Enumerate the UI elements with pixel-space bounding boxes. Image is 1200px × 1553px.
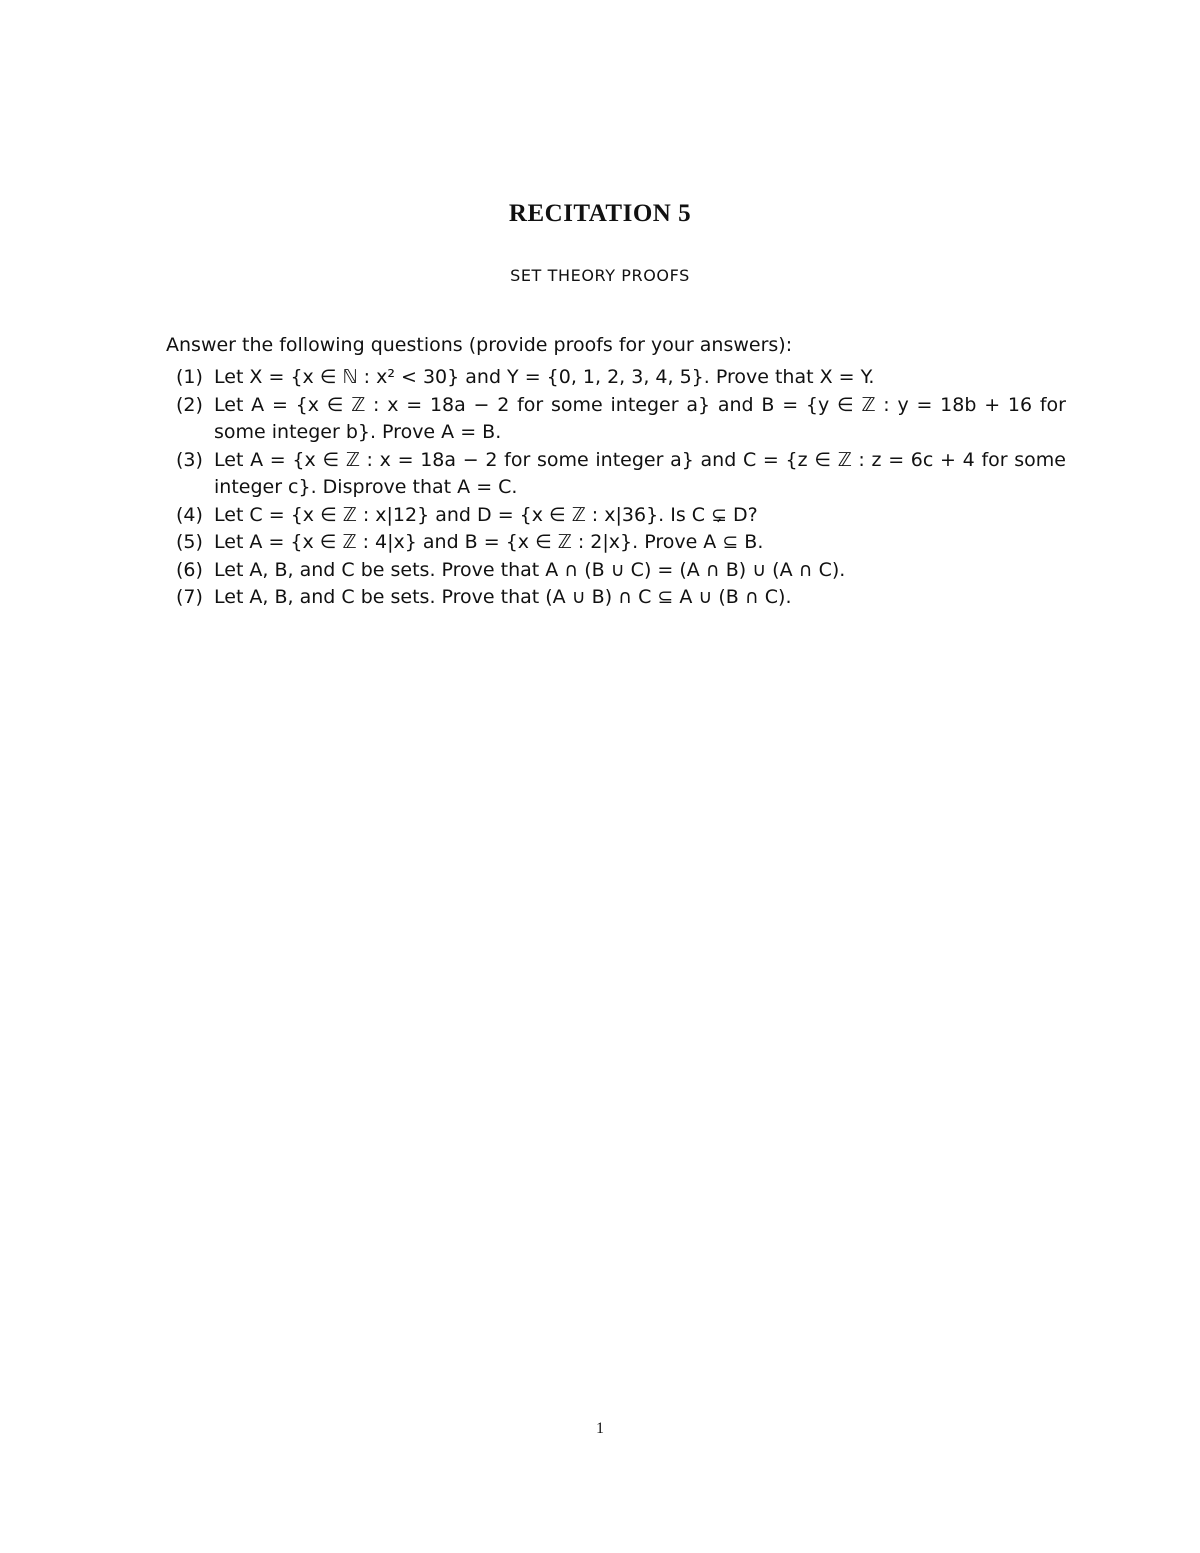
page-number: 1 [596,1420,604,1437]
problem-item [176,392,1066,447]
problem-item [176,447,1066,502]
problem-text: Let X = {x ∈ ℕ : x² < 30} and Y = {0, 1, 2, 3, 4, 5}. Prove that X = Y. [214,366,875,388]
problem-number: (2) [176,393,203,416]
problem-text: Let A = {x ∈ ℤ : 4|x} and B = {x ∈ ℤ : 2|x}. Prove A ⊆ B. [214,531,764,553]
instructions-text: Answer the following questions (provide proofs for your answers): [166,334,793,356]
document-title: RECITATION 5 [508,200,692,227]
problem-text: Let A = {x ∈ ℤ : x = 18a − 2 for some integer a} and B = {y ∈ ℤ : y = 18b + 16 for some integer b}. Prove A = B. [214,393,1066,443]
problem-item [176,557,1066,585]
problem-text: Let A, B, and C be sets. Prove that A ∩ (B ∪ C) = (A ∩ B) ∪ (A ∩ C). [214,558,846,581]
problem-item [176,364,1066,392]
document-subtitle: SET THEORY PROOFS [510,266,690,285]
problem-number: (1) [176,366,203,388]
problem-number: (7) [176,586,203,608]
problem-text: Let A = {x ∈ ℤ : x = 18a − 2 for some integer a} and C = {z ∈ ℤ : z = 6c + 4 for some integer c}. Disprove that A = C. [214,448,1066,498]
problem-item [176,584,1066,612]
problem-text: Let A, B, and C be sets. Prove that (A ∪ B) ∩ C ⊆ A ∪ (B ∩ C). [214,586,792,608]
problem-number: (3) [176,448,203,471]
problem-list [176,364,1066,612]
problem-number: (6) [176,558,203,581]
problem-item [176,529,1066,557]
problem-number: (5) [176,531,203,553]
problem-number: (4) [176,503,203,526]
problem-item [176,502,1066,530]
problem-text: Let C = {x ∈ ℤ : x|12} and D = {x ∈ ℤ : x|36}. Is C ⊊ D? [214,503,758,526]
